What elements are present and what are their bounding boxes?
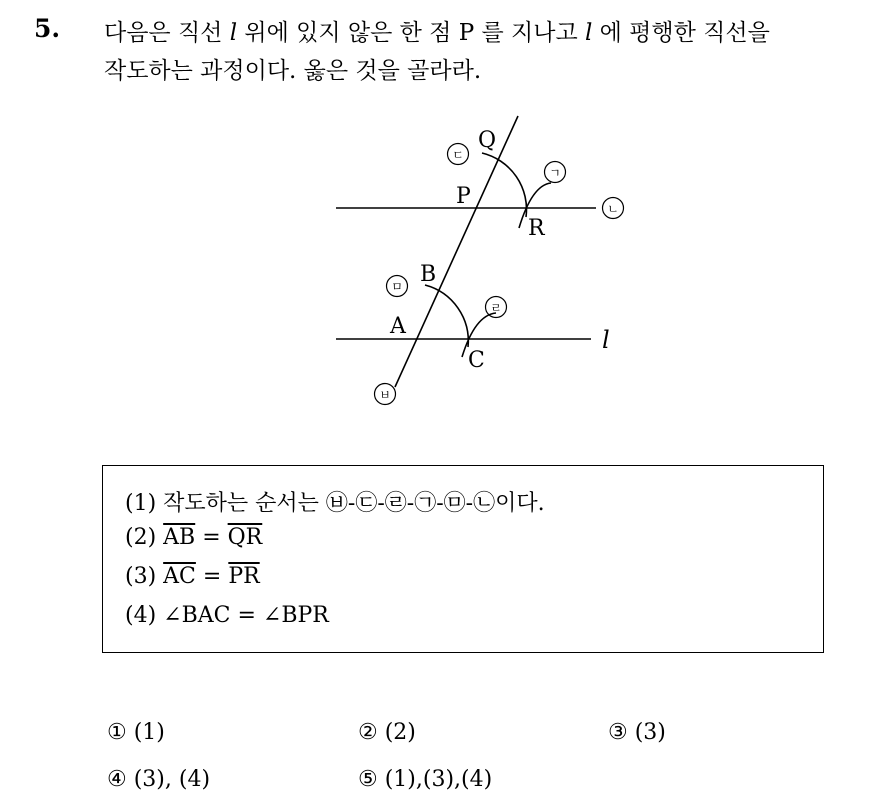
statement-2-eq: = <box>195 525 228 550</box>
step-marker-d: ㄷ <box>452 148 464 162</box>
choice-1[interactable]: ① (1) <box>107 720 165 745</box>
label-c: C <box>468 348 485 373</box>
question-line-2: 작도하는 과정이다. 옳은 것을 골라라. <box>104 58 482 84</box>
label-b: B <box>420 262 437 287</box>
segment-pr: $\overline{PR}$ <box>228 564 260 589</box>
step-marker-g: ㄱ <box>549 166 561 180</box>
statement-3-prefix: (3) <box>125 564 164 589</box>
statement-3-eq: = <box>195 564 229 589</box>
statement-2-prefix: (2) <box>125 525 164 550</box>
statement-2 <box>125 525 262 550</box>
question-text <box>104 14 874 90</box>
question-number: 5. <box>34 14 61 43</box>
step-marker-n: ㄴ <box>607 202 619 216</box>
label-q: Q <box>478 128 497 153</box>
question-line-1 <box>104 14 874 52</box>
label-p: P <box>456 184 471 209</box>
statement-1: (1) 작도하는 순서는 ㉥-㉢-㉣-㉠-㉤-㉡이다. <box>125 491 545 516</box>
statement-3 <box>125 564 260 589</box>
construction-figure <box>320 105 650 410</box>
question-line-1-part-c: 에 평행한 직선을 <box>592 20 770 46</box>
choice-2[interactable]: ② (2) <box>358 720 416 745</box>
segment-ac: $\overline{AC}$ <box>163 564 196 589</box>
step-marker-r: ㄹ <box>490 301 502 315</box>
choice-5[interactable]: ⑤ (1),(3),(4) <box>358 767 493 792</box>
question-line-1-part-b: 위에 있지 않은 한 점 P 를 지나고 <box>237 20 585 46</box>
line-variable-l-2: l <box>584 20 593 46</box>
question-line-1-part-a: 다음은 직선 <box>104 20 230 46</box>
arc-at-a <box>425 285 468 347</box>
statements-box <box>102 465 824 653</box>
step-marker-b: ㅂ <box>379 388 391 402</box>
choice-3[interactable]: ③ (3) <box>608 720 666 745</box>
label-r: R <box>528 216 545 241</box>
line-variable-l: l <box>229 20 238 46</box>
segment-ab: $\overline{AB}$ <box>163 525 196 550</box>
choice-4[interactable]: ④ (3), (4) <box>107 767 211 792</box>
step-marker-m: ㅁ <box>391 280 403 294</box>
label-a: A <box>390 314 406 339</box>
statement-4: (4) ∠BAC = ∠BPR <box>125 603 329 628</box>
label-line-l: l <box>602 326 610 354</box>
segment-qr: $\overline{QR}$ <box>227 525 263 550</box>
